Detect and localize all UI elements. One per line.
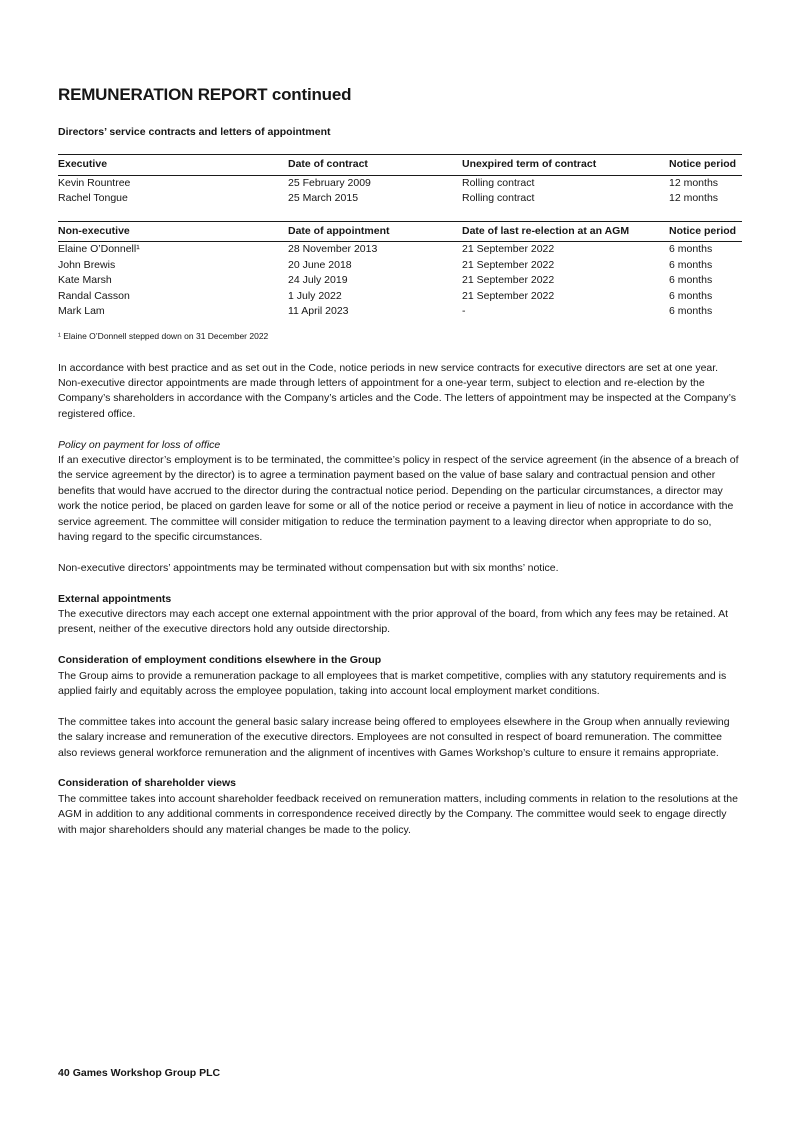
table-cell: - [462, 305, 466, 317]
table-cell: Kevin Rountree [58, 176, 131, 189]
page-number: 40 [58, 1067, 70, 1079]
section-subtitle: Directors’ service contracts and letters of appointment [58, 126, 331, 138]
policy-loss-of-office-paragraph: If an executive director’s employment is to be terminated, the committee’s policy in respect of the service agreement (in the absence of a breach of the service agreement by the director) is to agree a termination payment based on the value of base salary and contractual pension and other benefits that would have accrued to the director during the contractual notice period. Depending on the particular circumstances, a director may work the notice period, be placed on garden leave for some or all of the notice period or receive a payment in lieu of notice in accordance with the service agreement. The committee will consider mitigation to reduce the termination payment to a leaving director when appropriate to do so, having regard to the specific circumstances. [58, 453, 739, 543]
table-cell: 21 September 2022 [462, 289, 555, 302]
table-row [58, 242, 742, 258]
page-title: REMUNERATION REPORT continued [58, 85, 352, 104]
table-row [58, 304, 742, 320]
employment-conditions-paragraph-2: The committee takes into account the general basic salary increase being offered to employees elsewhere in the Group when annually reviewing the salary increase and remuneration of the executive directors. Employees are not consulted in respect of board remuneration. The committee also reviews general workforce remuneration and the alignment of incentives with Games Workshop’s culture to ensure it remains appropriate. [58, 715, 730, 759]
table-cell: 24 July 2019 [288, 274, 348, 286]
table-row [58, 289, 742, 305]
table-cell: 6 months [669, 274, 713, 286]
table-cell: 6 months [669, 258, 713, 271]
table-cell: 21 September 2022 [462, 274, 555, 286]
table-cell: Rolling contract [462, 176, 535, 189]
non-executive-table-header-row [58, 221, 742, 242]
table-cell: 21 September 2022 [462, 243, 555, 255]
table-cell: 12 months [669, 192, 719, 204]
table-cell: 6 months [669, 289, 713, 302]
table-cell: Rachel Tongue [58, 192, 128, 204]
external-appointments-heading: External appointments [58, 592, 172, 605]
table-cell: 20 June 2018 [288, 258, 352, 271]
table-cell: 12 months [669, 176, 719, 189]
executive-contracts-table [58, 154, 742, 207]
table-cell: Elaine O’Donnell¹ [58, 243, 140, 255]
executive-table-header-row [58, 155, 742, 176]
column-header: Unexpired term of contract [462, 155, 669, 176]
non-executive-termination-paragraph: Non-executive directors’ appointments may be terminated without compensation but with six months’ notice. [58, 561, 559, 574]
table-cell: Rolling contract [462, 192, 535, 204]
policy-loss-of-office-heading: Policy on payment for loss of office [58, 438, 221, 451]
body-content [58, 361, 742, 839]
notice-periods-paragraph: In accordance with best practice and as set out in the Code, notice periods in new service contracts for executive directors are set at one year. Non-executive director appointments are made through letters of appointment for a one-year term, subject to election and re-election by the Company’s shareholders in accordance with the Company’s articles and the Code. The letters of appointment may be inspected at the Company’s registered office. [58, 361, 737, 420]
column-header: Notice period [669, 155, 742, 176]
column-header: Date of appointment [288, 221, 462, 242]
table-cell: 25 February 2009 [288, 176, 371, 189]
table-cell: Kate Marsh [58, 274, 112, 286]
table-footnote: ¹ Elaine O’Donnell stepped down on 31 December 2022 [58, 330, 269, 341]
column-header: Date of contract [288, 155, 462, 176]
table-cell: 1 July 2022 [288, 289, 342, 302]
employment-conditions-heading: Consideration of employment conditions elsewhere in the Group [58, 654, 382, 667]
table-row [58, 258, 742, 274]
column-header: Date of last re-election at an AGM [462, 221, 669, 242]
table-cell: 6 months [669, 305, 713, 317]
table-cell: 25 March 2015 [288, 192, 359, 204]
page-footer [58, 1067, 223, 1079]
footer-company-name: Games Workshop Group PLC [72, 1067, 221, 1079]
table-row [58, 273, 742, 289]
table-cell: 6 months [669, 243, 713, 255]
table-cell: 11 April 2023 [288, 305, 349, 317]
table-cell: 21 September 2022 [462, 258, 555, 271]
table-row [58, 191, 742, 207]
column-header: Notice period [669, 221, 742, 242]
table-cell: Mark Lam [58, 305, 105, 317]
table-cell: John Brewis [58, 258, 116, 271]
table-row [58, 175, 742, 191]
column-header: Non-executive [58, 221, 288, 242]
shareholder-views-heading: Consideration of shareholder views [58, 777, 236, 790]
column-header: Executive [58, 155, 288, 176]
table-cell: 28 November 2013 [288, 243, 378, 255]
non-executive-appointments-table [58, 221, 742, 320]
employment-conditions-paragraph-1: The Group aims to provide a remuneration package to all employees that is market competitive, complies with any statutory requirements and is applied fairly and equitably across the employee population, taking into account local employment market conditions. [58, 669, 727, 697]
external-appointments-paragraph: The executive directors may each accept one external appointment with the prior approval of the board, from which any fees may be retained. At present, neither of the executive directors hold any outside directorship. [58, 607, 729, 636]
table-cell: Randal Casson [58, 289, 130, 302]
shareholder-views-paragraph: The committee takes into account shareholder feedback received on remuneration matters, including comments in relation to the resolutions at the AGM in addition to any additional comments in correspondence received directly by the Company. The committee would seek to engage directly with major shareholders should any material changes be made to the policy. [58, 792, 738, 836]
